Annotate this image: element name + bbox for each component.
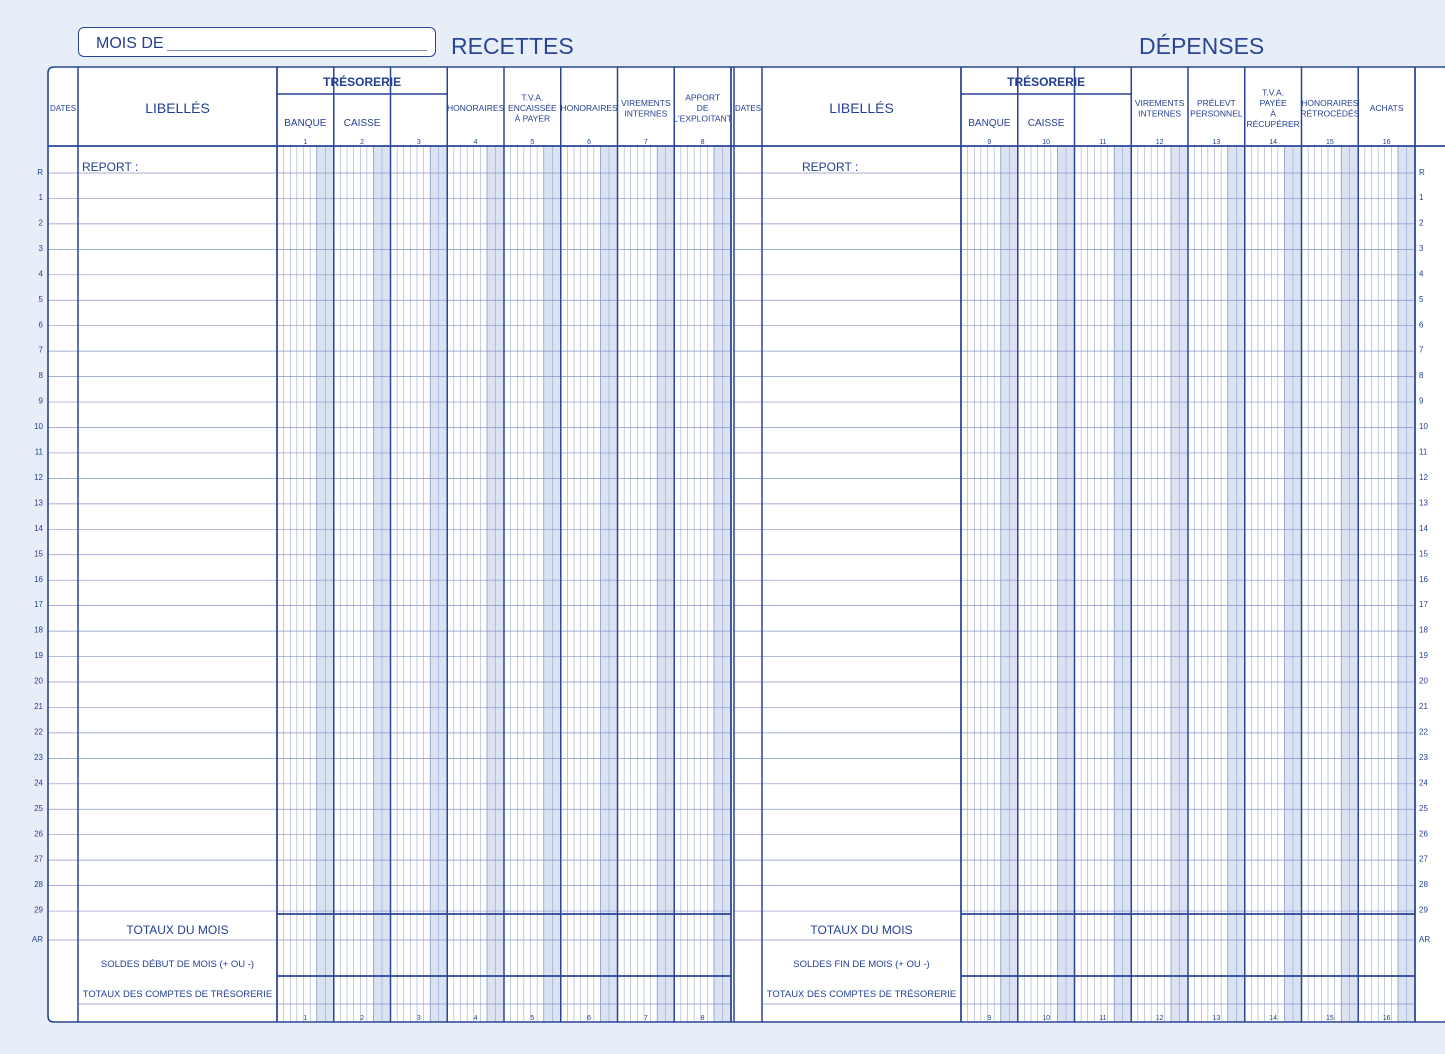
column-number-footer: 15	[1325, 1015, 1334, 1022]
column-number: 11	[1099, 139, 1107, 146]
row-label-right: 28	[1419, 880, 1428, 890]
row-label-left: 29	[34, 905, 43, 915]
row-label-right: 21	[1419, 702, 1428, 711]
column-header: CAISSE	[1027, 118, 1065, 129]
row-label-right: 6	[1419, 320, 1424, 330]
row-label-left: 17	[34, 600, 43, 610]
column-number-footer: 2	[360, 1015, 365, 1022]
row-label-right: 22	[1419, 727, 1428, 737]
tresorerie-header: TRÉSORERIE	[323, 75, 402, 89]
column-number-footer: 3	[416, 1015, 421, 1022]
dates-header: DATES	[734, 104, 762, 113]
row-label-right: 26	[1419, 829, 1428, 839]
row-label-left: 25	[34, 803, 43, 813]
mois-input-line[interactable]	[167, 50, 427, 51]
recettes-title: RECETTES	[451, 33, 574, 59]
row-label-left: 19	[34, 651, 43, 661]
column-number: 5	[530, 139, 535, 146]
libelles-header: LIBELLÉS	[829, 100, 894, 116]
totaux-du-mois: TOTAUX DU MOIS	[810, 923, 913, 937]
row-label-left: 13	[34, 498, 43, 508]
row-label-right: 1	[1419, 193, 1424, 202]
column-header: ENCAISSÉE	[508, 103, 557, 113]
mois-label: MOIS DE	[96, 35, 164, 52]
row-label-right: 29	[1419, 905, 1428, 915]
column-header: BANQUE	[284, 118, 327, 129]
row-label-right: 12	[1419, 472, 1428, 482]
row-label-right: 27	[1419, 854, 1428, 864]
row-label-left: 2	[38, 218, 43, 228]
column-number: 14	[1269, 139, 1278, 146]
row-label-right: 23	[1419, 752, 1428, 762]
row-label-left: 18	[34, 625, 43, 635]
row-label-left: R	[37, 168, 43, 177]
column-number-footer: 13	[1212, 1015, 1221, 1022]
row-label-left: 1	[38, 193, 43, 202]
column-header: HONORAIRES	[560, 103, 618, 113]
row-label-left: 14	[34, 523, 43, 533]
column-number: 1	[303, 139, 308, 146]
report-label: REPORT :	[82, 160, 139, 174]
column-number-footer: 12	[1155, 1015, 1164, 1022]
column-number-footer: 10	[1042, 1015, 1051, 1022]
row-label-right: 24	[1419, 778, 1428, 788]
row-label-right: 8	[1419, 371, 1424, 381]
row-label-left: 21	[34, 702, 43, 711]
column-header: PERSONNEL	[1190, 108, 1243, 119]
column-header: HONORAIRES	[447, 103, 505, 113]
row-label-left: 4	[38, 269, 43, 279]
column-number: 2	[360, 139, 365, 146]
row-label-right: 16	[1419, 574, 1428, 584]
column-number: 8	[700, 139, 705, 146]
row-label-right: 10	[1419, 422, 1428, 432]
column-number: 6	[587, 139, 592, 146]
column-header: CAISSE	[343, 118, 381, 129]
row-label-right: 25	[1419, 803, 1428, 813]
column-header: DE	[696, 103, 709, 113]
row-label-right: 11	[1419, 447, 1428, 457]
column-number-footer: 4	[473, 1015, 478, 1022]
row-label-left: 8	[38, 371, 43, 381]
row-label-left: 16	[34, 574, 43, 584]
column-header: VIREMENTS	[621, 97, 671, 108]
column-header: RÉTROCÉDÉS	[1300, 108, 1360, 119]
column-number: 9	[987, 139, 992, 146]
row-label-left: 15	[34, 549, 43, 559]
row-label-left: 20	[34, 676, 43, 686]
column-number: 15	[1325, 139, 1334, 146]
column-header: À	[1270, 108, 1276, 119]
column-number: 12	[1155, 139, 1164, 146]
depenses-title: DÉPENSES	[1139, 33, 1265, 59]
column-header: INTERNES	[1138, 108, 1182, 119]
column-number-footer: 11	[1099, 1015, 1107, 1022]
row-label-left: 23	[34, 752, 43, 762]
column-number-footer: 6	[587, 1015, 592, 1022]
row-label-right: 9	[1419, 396, 1424, 406]
column-number-footer: 1	[303, 1015, 308, 1022]
libelles-header: LIBELLÉS	[145, 100, 210, 116]
row-label-left: 12	[34, 472, 43, 482]
row-label-left: 26	[34, 829, 43, 839]
column-header: T.V.A.	[521, 92, 544, 103]
column-number-footer: 9	[987, 1015, 992, 1022]
column-header: VIREMENTS	[1134, 97, 1185, 108]
tresorerie-header: TRÉSORERIE	[1007, 75, 1086, 89]
row-label-left: 28	[34, 880, 43, 890]
report-label: REPORT :	[802, 160, 859, 174]
column-header: RÉCUPÉRER	[1246, 118, 1300, 129]
row-label-right: 7	[1419, 345, 1424, 355]
column-header: PRÉLEVT	[1197, 97, 1236, 108]
column-header: BANQUE	[968, 118, 1011, 129]
row-label-right: 20	[1419, 676, 1428, 686]
row-label-left: 6	[38, 320, 43, 330]
column-number: 10	[1042, 139, 1051, 146]
column-header: HONORAIRES	[1301, 97, 1359, 108]
column-number: 3	[416, 139, 421, 146]
mois-field[interactable]	[78, 27, 436, 57]
row-label-right: 17	[1419, 600, 1428, 610]
column-number-footer: 16	[1382, 1015, 1391, 1022]
row-label-left: AR	[31, 935, 43, 944]
row-label-right: 14	[1419, 523, 1428, 533]
column-header: PAYÉE	[1259, 97, 1287, 108]
column-number: 16	[1382, 139, 1391, 146]
column-number-footer: 7	[643, 1015, 648, 1022]
column-number-footer: 8	[700, 1015, 705, 1022]
row-label-left: 3	[38, 243, 43, 253]
column-number: 7	[643, 139, 648, 146]
column-header: T.V.A.	[1262, 87, 1285, 98]
column-number: 13	[1212, 139, 1221, 146]
column-header: L'EXPLOITANT	[673, 113, 732, 124]
soldes-label: SOLDES DÉBUT DE MOIS (+ OU -)	[100, 959, 255, 970]
column-header: APPORT	[685, 92, 721, 103]
column-header: INTERNES	[624, 108, 668, 119]
row-label-left: 9	[38, 396, 43, 406]
column-number-footer: 5	[530, 1015, 535, 1022]
comptes-tresorerie-label: TOTAUX DES COMPTES DE TRÉSORERIE	[82, 989, 273, 1000]
row-label-left: 11	[34, 447, 43, 457]
row-label-left: 7	[38, 345, 43, 355]
row-label-left: 22	[34, 727, 43, 737]
column-header: À PAYER	[514, 113, 551, 124]
row-label-left: 27	[34, 854, 43, 864]
column-header: ACHATS	[1369, 103, 1404, 113]
row-label-right: 2	[1419, 218, 1424, 228]
column-number-footer: 14	[1269, 1015, 1278, 1022]
row-label-left: 24	[34, 778, 43, 788]
row-label-right: 15	[1419, 549, 1428, 559]
row-label-right: AR	[1419, 935, 1431, 944]
row-label-right: 5	[1419, 294, 1424, 304]
row-label-right: 3	[1419, 243, 1424, 253]
soldes-label: SOLDES FIN DE MOIS (+ OU -)	[793, 959, 930, 970]
row-label-right: 19	[1419, 651, 1428, 661]
comptes-tresorerie-label: TOTAUX DES COMPTES DE TRÉSORERIE	[766, 989, 957, 1000]
row-label-left: 10	[34, 422, 43, 432]
row-label-right: 18	[1419, 625, 1428, 635]
dates-header: DATES	[49, 104, 77, 113]
row-label-right: R	[1419, 168, 1425, 177]
column-number: 4	[473, 139, 478, 146]
row-label-left: 5	[38, 294, 43, 304]
row-label-right: 13	[1419, 498, 1428, 508]
totaux-du-mois: TOTAUX DU MOIS	[126, 923, 229, 937]
row-label-right: 4	[1419, 269, 1424, 279]
